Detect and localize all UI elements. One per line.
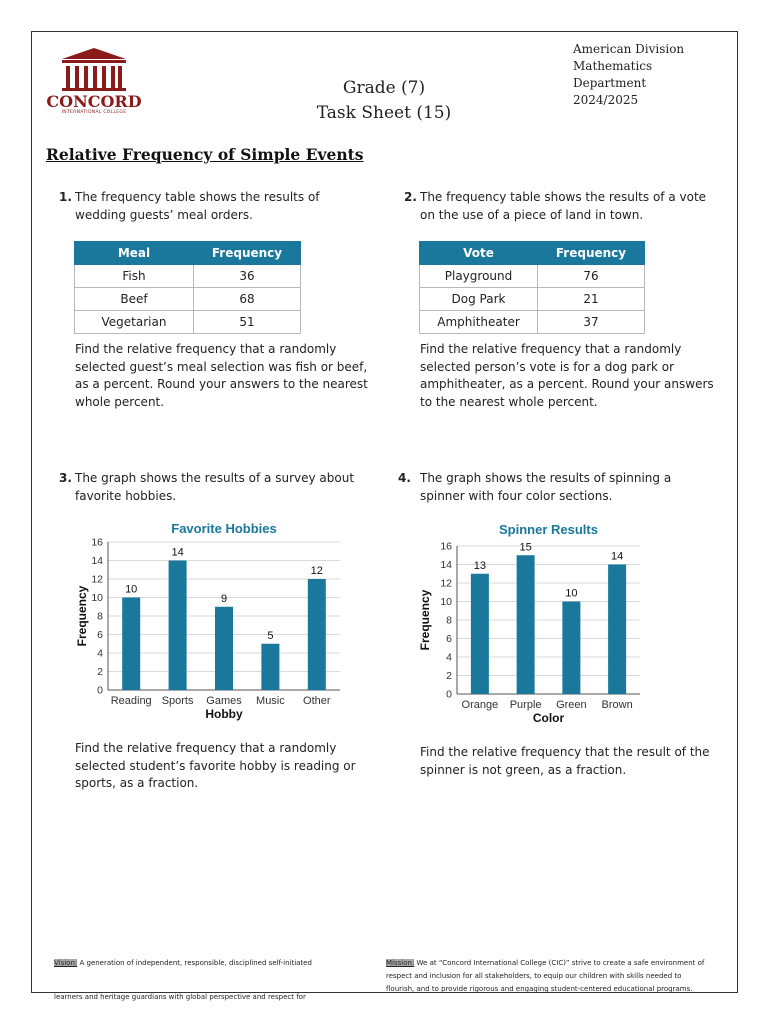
bar (562, 602, 580, 695)
vote-frequency-table (419, 241, 645, 334)
meal-frequency-table (74, 241, 301, 334)
data-label: 12 (310, 565, 323, 577)
bar (261, 644, 279, 690)
page-heading: Relative Frequency of Simple Events (46, 145, 364, 164)
dept-line: Department (573, 76, 647, 90)
bar (517, 555, 535, 694)
y-tick-label: 8 (446, 614, 452, 627)
bar (169, 561, 187, 691)
table-cell: 36 (194, 265, 301, 288)
x-tick-label: Orange (461, 699, 499, 711)
x-axis-label: Hobby (205, 707, 243, 721)
table-cell: 68 (194, 288, 301, 311)
table-cell: 51 (194, 311, 301, 334)
y-tick-label: 12 (91, 573, 103, 586)
y-tick-label: 4 (446, 651, 452, 664)
x-tick-label: Purple (509, 699, 542, 711)
table-cell: 76 (538, 265, 645, 288)
table-row (75, 311, 301, 334)
x-tick-label: Games (206, 695, 242, 707)
mission-line: respect and inclusion for all stakeholders, to equip our children with skills needed to (386, 972, 682, 980)
data-label: 5 (267, 629, 274, 642)
x-tick-label: Reading (110, 695, 152, 707)
mission-line: flourish, and to provide rigorous and engaging student-centered educational programs. (386, 985, 693, 992)
mission-statement (386, 957, 721, 992)
question-number: 3. (59, 471, 72, 485)
table-cell: Vegetarian (75, 311, 194, 334)
question-text: The graph shows the results of a survey about favorite hobbies. (75, 471, 355, 503)
table-cell: Amphitheater (420, 311, 538, 334)
y-axis-label: Frequency (418, 589, 432, 651)
question-3 (59, 470, 384, 505)
vision-statement-cont: learners and heritage guardians with global perspective and respect for (54, 993, 306, 1001)
table-header: Frequency (538, 242, 645, 265)
y-axis-label: Frequency (75, 585, 89, 647)
question-number: 2. (404, 190, 417, 204)
question-text: The graph shows the results of spinning a spinner with four color sections. (420, 471, 672, 503)
bar (608, 565, 626, 695)
y-tick-label: 6 (97, 629, 103, 641)
favorite-hobbies-chart (70, 518, 345, 723)
question-text: The frequency table shows the results of wedding guests’ meal orders. (75, 190, 320, 222)
y-tick-label: 14 (91, 555, 103, 567)
question-number: 4. (398, 471, 411, 485)
table-row (75, 265, 301, 288)
question-number: 1. (59, 190, 72, 204)
chart-title: Favorite Hobbies (171, 521, 277, 536)
department-info (573, 41, 684, 109)
data-label: 15 (519, 541, 532, 554)
question-3-prompt: Find the relative frequency that a randomly selected student’s favorite hobby is reading or sports, as a fraction. (75, 741, 356, 790)
bar (308, 579, 326, 690)
question-1 (59, 189, 369, 224)
table-row (420, 311, 645, 334)
data-label: 13 (473, 559, 486, 572)
table-header: Frequency (194, 242, 301, 265)
table-row (420, 265, 645, 288)
y-tick-label: 14 (440, 559, 452, 571)
question-1-prompt: Find the relative frequency that a randomly selected guest’s meal selection was fish or beef, as a percent. Round your answers to the nearest whole percent. (75, 342, 368, 409)
question-text: The frequency table shows the results of a vote on the use of a piece of land in town. (420, 190, 707, 222)
question-2-prompt: Find the relative frequency that a randomly selected person’s vote is for a dog park or amphitheater, as a percent. Round your answers to the nearest whole percent. (420, 342, 714, 409)
question-4-prompt: Find the relative frequency that the result of the spinner is not green, as a fraction. (420, 745, 710, 777)
mission-label: Mission: (386, 959, 415, 967)
task-sheet-label: Task Sheet (15) (316, 103, 452, 123)
data-label: 14 (171, 546, 184, 559)
y-tick-label: 12 (440, 577, 452, 590)
data-label: 9 (220, 592, 228, 605)
dept-line: Mathematics (573, 59, 653, 73)
table-header: Meal (75, 242, 194, 265)
y-tick-label: 6 (446, 633, 452, 645)
x-axis-label: Color (532, 711, 565, 725)
table-cell: Playground (420, 265, 538, 288)
bar (122, 598, 140, 691)
table-cell: Fish (75, 265, 194, 288)
y-tick-label: 10 (91, 592, 103, 604)
logo-subtitle: INTERNATIONAL COLLEGE (61, 110, 127, 115)
dept-line: 2024/2025 (573, 93, 639, 107)
data-label: 10 (125, 583, 138, 596)
y-tick-label: 4 (97, 647, 103, 660)
y-tick-label: 0 (446, 688, 452, 701)
title-block (300, 76, 468, 126)
grade-label: Grade (7) (342, 78, 426, 98)
data-label: 14 (611, 550, 624, 563)
y-tick-label: 0 (97, 684, 103, 697)
chart-title: Spinner Results (499, 522, 598, 537)
y-tick-label: 2 (97, 666, 103, 678)
dept-line: American Division (573, 42, 685, 56)
table-cell: Dog Park (420, 288, 538, 311)
x-tick-label: Music (256, 695, 285, 707)
table-cell: 21 (538, 288, 645, 311)
page-border (31, 31, 738, 993)
y-tick-label: 8 (97, 610, 103, 623)
question-4 (398, 470, 708, 505)
question-2 (404, 189, 714, 224)
table-row (420, 288, 645, 311)
spinner-results-chart (415, 518, 645, 728)
vision-text: A generation of independent, responsible, disciplined self-initiated (79, 959, 312, 967)
x-tick-label: Green (556, 699, 587, 711)
bar (215, 607, 233, 690)
bar (471, 574, 489, 694)
y-tick-label: 10 (440, 596, 452, 608)
logo-name: CONCORD (46, 92, 142, 111)
mission-line: We at “Concord International College (CIC)” strive to create a safe environment of (416, 959, 705, 967)
y-tick-label: 16 (440, 540, 452, 553)
table-row (75, 288, 301, 311)
table-cell: 37 (538, 311, 645, 334)
data-label: 10 (565, 587, 578, 600)
x-tick-label: Sports (161, 695, 194, 707)
x-tick-label: Other (303, 695, 331, 707)
x-tick-label: Brown (601, 699, 633, 711)
table-cell: Beef (75, 288, 194, 311)
vision-statement (54, 957, 344, 970)
vision-label: Vision: (54, 959, 78, 967)
y-tick-label: 2 (446, 670, 452, 682)
y-tick-label: 16 (91, 536, 103, 549)
table-header: Vote (420, 242, 538, 265)
